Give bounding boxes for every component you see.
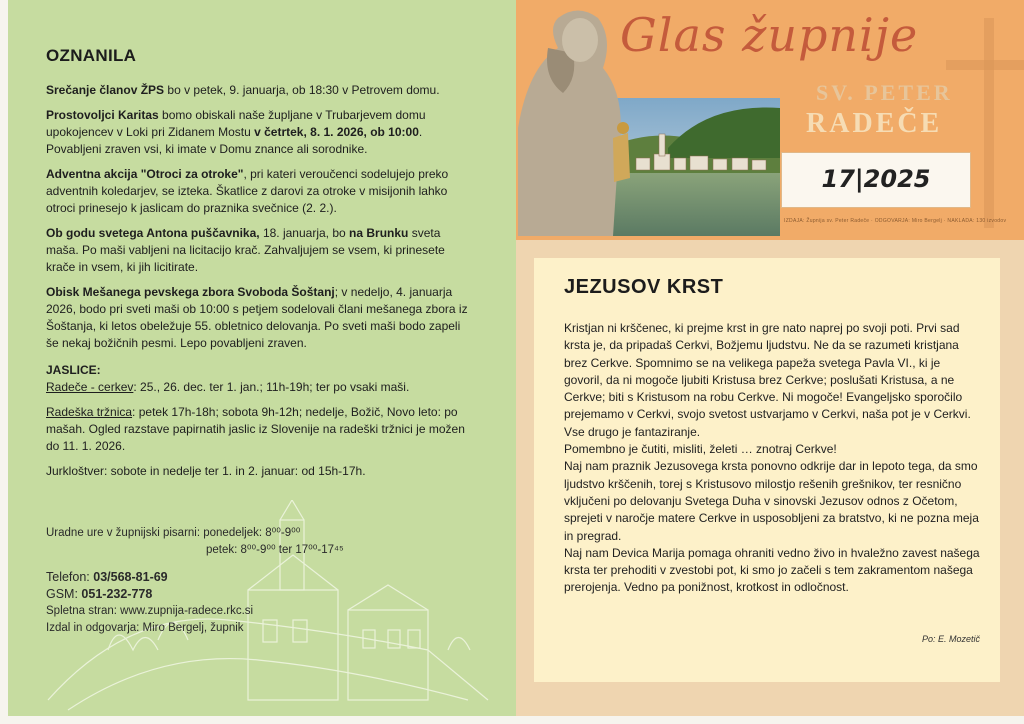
announcement-heading: Adventna akcija "Otroci za otroke" (46, 167, 244, 181)
jaslice-text: : petek 17h-18h; sobota 9h-12h; nedelje, Božič, Novo leto: po mašah. Ogled razstave papirnatih jaslic iz Slovenije na radeški tržnici je možen do 11. 1. 2026. (46, 405, 465, 453)
phone-row (46, 569, 486, 586)
announcement-heading: Prostovoljci Karitas (46, 108, 159, 122)
jaslice-place: Radeče - cerkev (46, 380, 134, 394)
announcement-text: 18. januarja, bo (259, 226, 350, 240)
issue-number-box (781, 152, 971, 208)
parish-town: RADEČE (806, 108, 943, 139)
jaslice-row (46, 463, 476, 480)
office-hours-friday: petek: 8⁰⁰-9⁰⁰ ter 17⁰⁰-17⁴⁵ (206, 544, 344, 556)
gsm-number[interactable]: 051-232-778 (81, 587, 153, 601)
announcement-text: bomo obiskali naše župljane v Trubarjevem domu upokojencev v Loki pri Zidanem Mostu (46, 108, 426, 139)
announcement-text: sveta maša. Po maši vabljeni na licitacijo krač. Zahvaljujem se vsem, ki prinesete krače in vsem, ki jih licitirate. (46, 226, 445, 274)
announcements-title: OZNANILA (46, 46, 137, 65)
article-paragraph: Naj nam praznik Jezusovega krsta ponovno odkrije dar in lepoto tega, da smo ljudstvo krščenih, torej s Kristusovo milostjo rešenih grešnikov, ter resnično vključeni po delovanju Svetega Duha v sinovski Jezusov odnos z Očetom, sprejeti v naročje matere Cerkve in usposobljeni za bratstvo, ki ne pozna meja in pregrad. (564, 459, 979, 543)
jaslice-title: JASLICE: (46, 363, 101, 377)
announcement-item (46, 82, 476, 99)
front-page-panel (516, 0, 1024, 716)
announcements-list (46, 82, 476, 488)
publisher-credits: IZDAJA: Župnija sv. Peter Radeče · ODGOVARJA: Miro Bergelj · NAKLADA: 130 izvodov (784, 218, 1007, 224)
phone-number[interactable]: 03/568-81-69 (93, 570, 168, 584)
announcements-panel (8, 0, 516, 716)
newsletter-title: Glas župnije (620, 8, 919, 62)
jaslice-place: Radeška tržnica (46, 405, 133, 419)
jaslice-row (46, 379, 476, 396)
article-body (564, 320, 982, 597)
cross-decoration (984, 18, 994, 228)
gsm-label: GSM: (46, 587, 82, 601)
editor-credit: Izdal in odgovarja: Miro Bergelj, župnik (46, 622, 244, 634)
announcement-text: , pri kateri veroučenci sodelujejo preko adventnih koledarjev, se izteka. Škatlice z darovi za otroke v misijonih lahko otroci prinesejo k jaslicam do praznika svečnice (2. 2.). (46, 167, 449, 215)
article-paragraph: Naj nam Devica Marija pomaga ohraniti vedno živo in hvaležno zavest našega krsta ter prehoditi v zvestobi pot, ki smo jo začeli s tem zakramentom našega prerojenja. Vedno pa ponižnost, krotkost in odločnost. (564, 545, 980, 595)
announcement-text: bo v petek, 9. januarja, ob 18:30 v Petrovem domu. (164, 83, 440, 97)
announcement-item (46, 166, 476, 217)
article-source: Po: E. Mozetič (921, 634, 980, 644)
announcement-item (46, 107, 476, 158)
announcement-text: ; v nedeljo, 4. januarja 2026, bodo pri sveti maši ob 10:00 s petjem sodelovali člani mešanega zbora iz Šoštanja, ki letos obeležuje 55. obletnico delovanja. Po sveti maši bodo zapeli še nekaj božičnih pesmi. Lepo povabljeni zraven. (46, 285, 468, 350)
article-title: JEZUSOV KRST (564, 276, 724, 298)
announcement-item (46, 284, 476, 352)
website-link[interactable]: Spletna stran: www.zupnija-radece.rkc.si (46, 605, 254, 617)
article-paragraph: Kristjan ni krščenec, ki prejme krst in gre nato naprej po svoji poti. Prvi sad krsta je, da pripadaš Cerkvi, Božjemu ljudstvu. Ne da se razumeti kristjana brez Cerkve. Spomnimo se na velikega papeža svetega Pavla VI., ki je govoril, da ni mogoče ljubiti Kristusa brez Cerkve; poslušati Kristusa, a ne Cerkve; biti s Kristusom na robu Cerkve. Ni mogoče! Evangeljsko sporočilo prejemamo v Cerkvi, svojo svetost ustvarjamo v Cerkvi, naša pot je v Cerkvi. Vse drugo je fantaziranje. (564, 321, 971, 439)
parish-name: SV. PETER (816, 80, 953, 105)
issue-number: 17|2025 (821, 165, 931, 193)
announcement-place: na Brunku (349, 226, 409, 240)
announcement-heading: Ob godu svetega Antona puščavnika, (46, 226, 260, 240)
office-hours: Uradne ure v župnijski pisarni: ponedeljek: 8⁰⁰-9⁰⁰ (46, 527, 301, 539)
article-paragraph: Pomembno je čutiti, misliti, želeti … znotraj Cerkve! (564, 442, 837, 457)
jaslice-row (46, 404, 476, 455)
announcement-date: v četrtek, 8. 1. 2026, ob 10:00 (254, 125, 419, 139)
announcement-heading: Srečanje članov ŽPS (46, 83, 165, 97)
phone-label: Telefon: (46, 570, 94, 584)
announcement-heading: Obisk Mešanega pevskega zbora Svoboda Šoštanj (46, 285, 335, 299)
parish-contact (46, 525, 486, 637)
jaslice-text: : 25., 26. dec. ter 1. jan.; 11h-19h; ter po vsaki maši. (133, 380, 410, 394)
jaslice-text: Jurkloštver: sobote in nedelje ter 1. in 2. januar: od 15h-17h. (46, 464, 366, 478)
gsm-row (46, 586, 486, 603)
article-box (534, 258, 1000, 682)
announcement-item (46, 225, 476, 276)
announcement-text: . Povabljeni zraven vsi, ki imate v Domu znance ali sorodnike. (46, 125, 423, 156)
